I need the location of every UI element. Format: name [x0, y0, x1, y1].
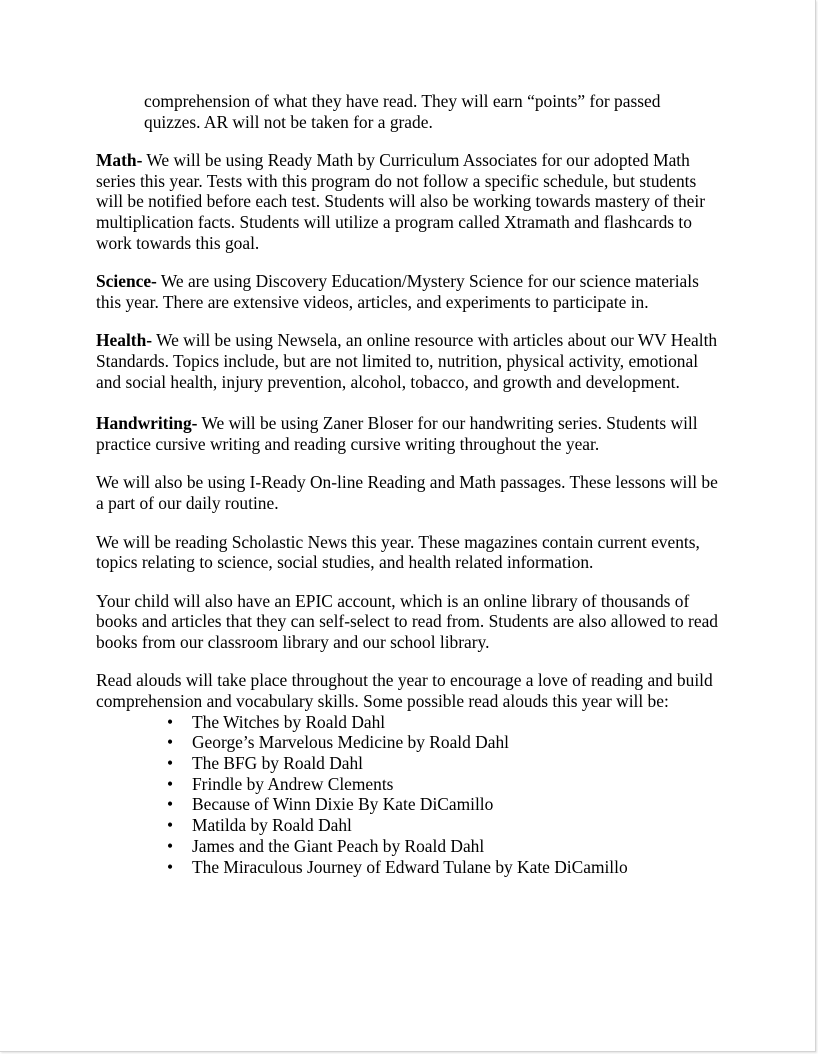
list-item-text: Frindle by Andrew Clements	[192, 773, 394, 794]
science-heading: Science-	[96, 271, 157, 292]
handwriting-heading: Handwriting-	[96, 413, 198, 434]
list-item-text: The Miraculous Journey of Edward Tulane by Kate DiCamillo	[192, 856, 628, 877]
list-item-text: The Witches by Roald Dahl	[192, 711, 386, 732]
iready-text: We will also be using I-Ready On-line Reading and Math passages. These lessons will be a part of our daily routine.	[96, 472, 718, 513]
list-item	[167, 773, 721, 795]
bullet-icon: •	[167, 732, 174, 753]
page-content	[96, 91, 721, 877]
scholastic-paragraph	[96, 532, 721, 573]
bullet-icon: •	[167, 773, 174, 794]
bullet-icon: •	[167, 794, 174, 815]
science-text: We are using Discovery Education/Mystery Science for our science materials this year. There are extensive videos, articles, and experiments to participate in.	[96, 271, 699, 312]
handwriting-paragraph	[96, 413, 721, 454]
epic-paragraph	[96, 591, 721, 653]
list-item-text: Matilda by Roald Dahl	[192, 815, 352, 836]
list-item	[167, 753, 721, 774]
handwriting-text: We will be using Zaner Bloser for our handwriting series. Students will practice cursive writing and reading cursive writing throughout the year.	[96, 413, 698, 454]
math-heading: Math-	[96, 150, 143, 171]
iready-paragraph	[96, 472, 721, 513]
health-text: We will be using Newsela, an online resource with articles about our WV Health Standards. Topics include, but are not limited to, nutrition, physical activity, emotional and social health, injury prevention, alcohol, tobacco, and growth and development.	[96, 330, 718, 392]
bullet-icon: •	[167, 711, 174, 732]
health-heading: Health-	[96, 330, 153, 351]
list-item-text: The BFG by Roald Dahl	[192, 753, 363, 774]
list-item	[167, 732, 721, 753]
list-item-text: James and the Giant Peach by Roald Dahl	[192, 835, 485, 856]
list-item	[167, 711, 721, 733]
list-item	[167, 856, 721, 878]
bullet-icon: •	[167, 835, 174, 856]
read-alouds-intro	[96, 670, 721, 711]
science-paragraph	[96, 271, 721, 312]
list-item	[167, 835, 721, 857]
list-item	[167, 794, 721, 815]
math-text: We will be using Ready Math by Curriculum Associates for our adopted Math series this year. Tests with this program do not follow a specific schedule, but students will be notified before each test. Students will also be working towards mastery of their multiplication facts. Students will utilize a program called Xtramath and flashcards to work towards this goal.	[96, 150, 706, 253]
list-item-text: George’s Marvelous Medicine by Roald Dahl	[192, 732, 509, 753]
scholastic-text: We will be reading Scholastic News this year. These magazines contain current events, topics relating to science, social studies, and health related information.	[96, 531, 700, 573]
epic-text: Your child will also have an EPIC account, which is an online library of thousands of books and articles that they can self-select to read from. Students are also allowed to read books from our classroom library and our school library.	[96, 590, 718, 652]
list-item	[167, 815, 721, 836]
bullet-icon: •	[167, 815, 174, 836]
bullet-icon: •	[167, 856, 174, 877]
math-paragraph	[96, 150, 721, 253]
continued-paragraph	[96, 91, 721, 132]
bullet-icon: •	[167, 753, 174, 774]
list-item-text: Because of Winn Dixie By Kate DiCamillo	[192, 794, 494, 815]
health-paragraph	[96, 330, 721, 392]
read-alouds-list	[96, 712, 721, 878]
continued-text: comprehension of what they have read. They will earn “points” for passed quizzes. AR will not be taken for a grade.	[144, 91, 661, 132]
read-alouds-intro-text: Read alouds will take place throughout the year to encourage a love of reading and build comprehension and vocabulary skills. Some possible read alouds this year will be:	[96, 670, 713, 712]
